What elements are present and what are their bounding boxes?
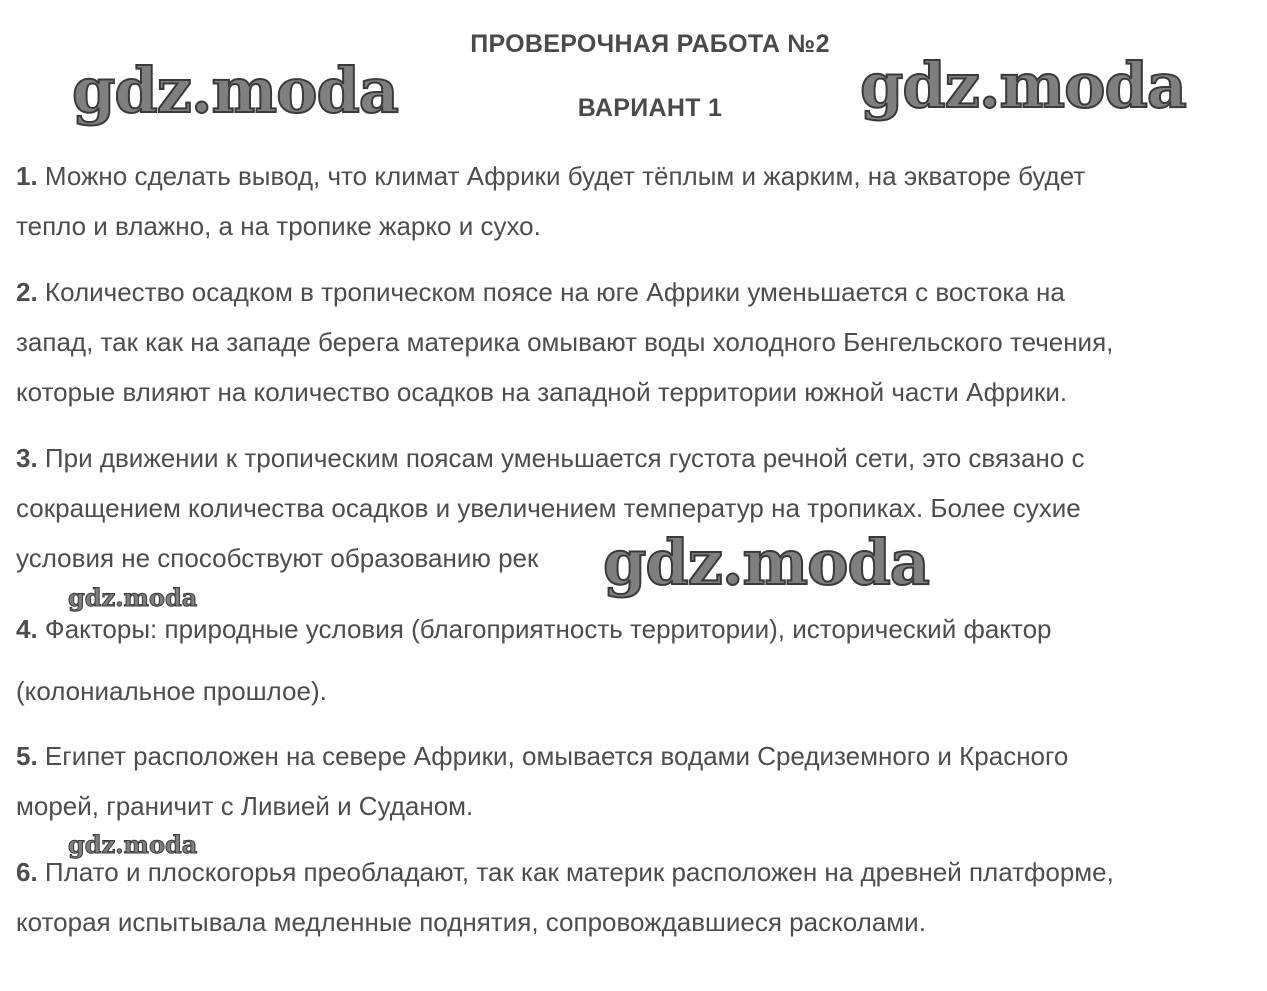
answer-text: Количество осадком в тропическом поясе на юге Африки уменьшается с востока на bbox=[44, 277, 1065, 307]
answer-text: Плато и плоскогорья преобладают, так как материк расположен на древней платформе, bbox=[44, 857, 1114, 887]
answer-line bbox=[16, 598, 1261, 660]
answer-line bbox=[16, 267, 1261, 317]
page-title: ПРОВЕРОЧНАЯ РАБОТА №2 bbox=[470, 30, 830, 58]
answer-number: 5. bbox=[16, 741, 38, 771]
answer-text: При движении к тропическим поясам уменьшается густота речной сети, это связано с bbox=[44, 443, 1085, 473]
watermark: gdz.moda bbox=[72, 54, 398, 127]
answer-number: 6. bbox=[16, 857, 38, 887]
answer-line: сокращением количества осадков и увеличением температур на тропиках. Более сухие bbox=[16, 493, 1081, 523]
answer-text: Можно сделать вывод, что климат Африки будет тёплым и жарким, на экваторе будет bbox=[44, 161, 1086, 191]
watermark: gdz.moda bbox=[603, 526, 929, 599]
watermark: gdz.moda bbox=[68, 583, 198, 612]
answer-1 bbox=[16, 151, 1261, 251]
answer-number: 3. bbox=[16, 443, 38, 473]
answer-text: Факторы: природные условия (благоприятность территории), исторический фактор bbox=[44, 614, 1052, 644]
watermark: gdz.moda bbox=[68, 830, 198, 859]
answer-5 bbox=[16, 731, 1261, 831]
answer-number: 1. bbox=[16, 161, 38, 191]
answer-line: (колониальное прошлое). bbox=[16, 676, 327, 706]
answer-6 bbox=[16, 847, 1261, 947]
watermark: gdz.moda bbox=[860, 49, 1186, 122]
answer-line bbox=[16, 433, 1261, 483]
answer-line: условия не способствуют образованию рек bbox=[16, 543, 539, 573]
answer-line bbox=[16, 731, 1261, 781]
answer-number: 2. bbox=[16, 277, 38, 307]
answer-number: 4. bbox=[16, 614, 38, 644]
answer-line: морей, граничит с Ливией и Суданом. bbox=[16, 791, 474, 821]
answer-4 bbox=[16, 598, 1261, 722]
answer-line: тепло и влажно, а на тропике жарко и сухо. bbox=[16, 211, 541, 241]
answer-2 bbox=[16, 267, 1261, 417]
answer-line: которая испытывала медленные поднятия, сопровождавшиеся расколами. bbox=[16, 907, 926, 937]
answer-line bbox=[16, 151, 1261, 201]
answer-text: Египет расположен на севере Африки, омывается водами Средиземного и Красного bbox=[44, 741, 1069, 771]
answer-line: запад, так как на западе берега материка омывают воды холодного Бенгельского течения, bbox=[16, 327, 1114, 357]
variant-heading: ВАРИАНТ 1 bbox=[577, 94, 723, 122]
answer-line: которые влияют на количество осадков на западной территории южной части Африки. bbox=[16, 377, 1068, 407]
answer-line bbox=[16, 847, 1261, 897]
